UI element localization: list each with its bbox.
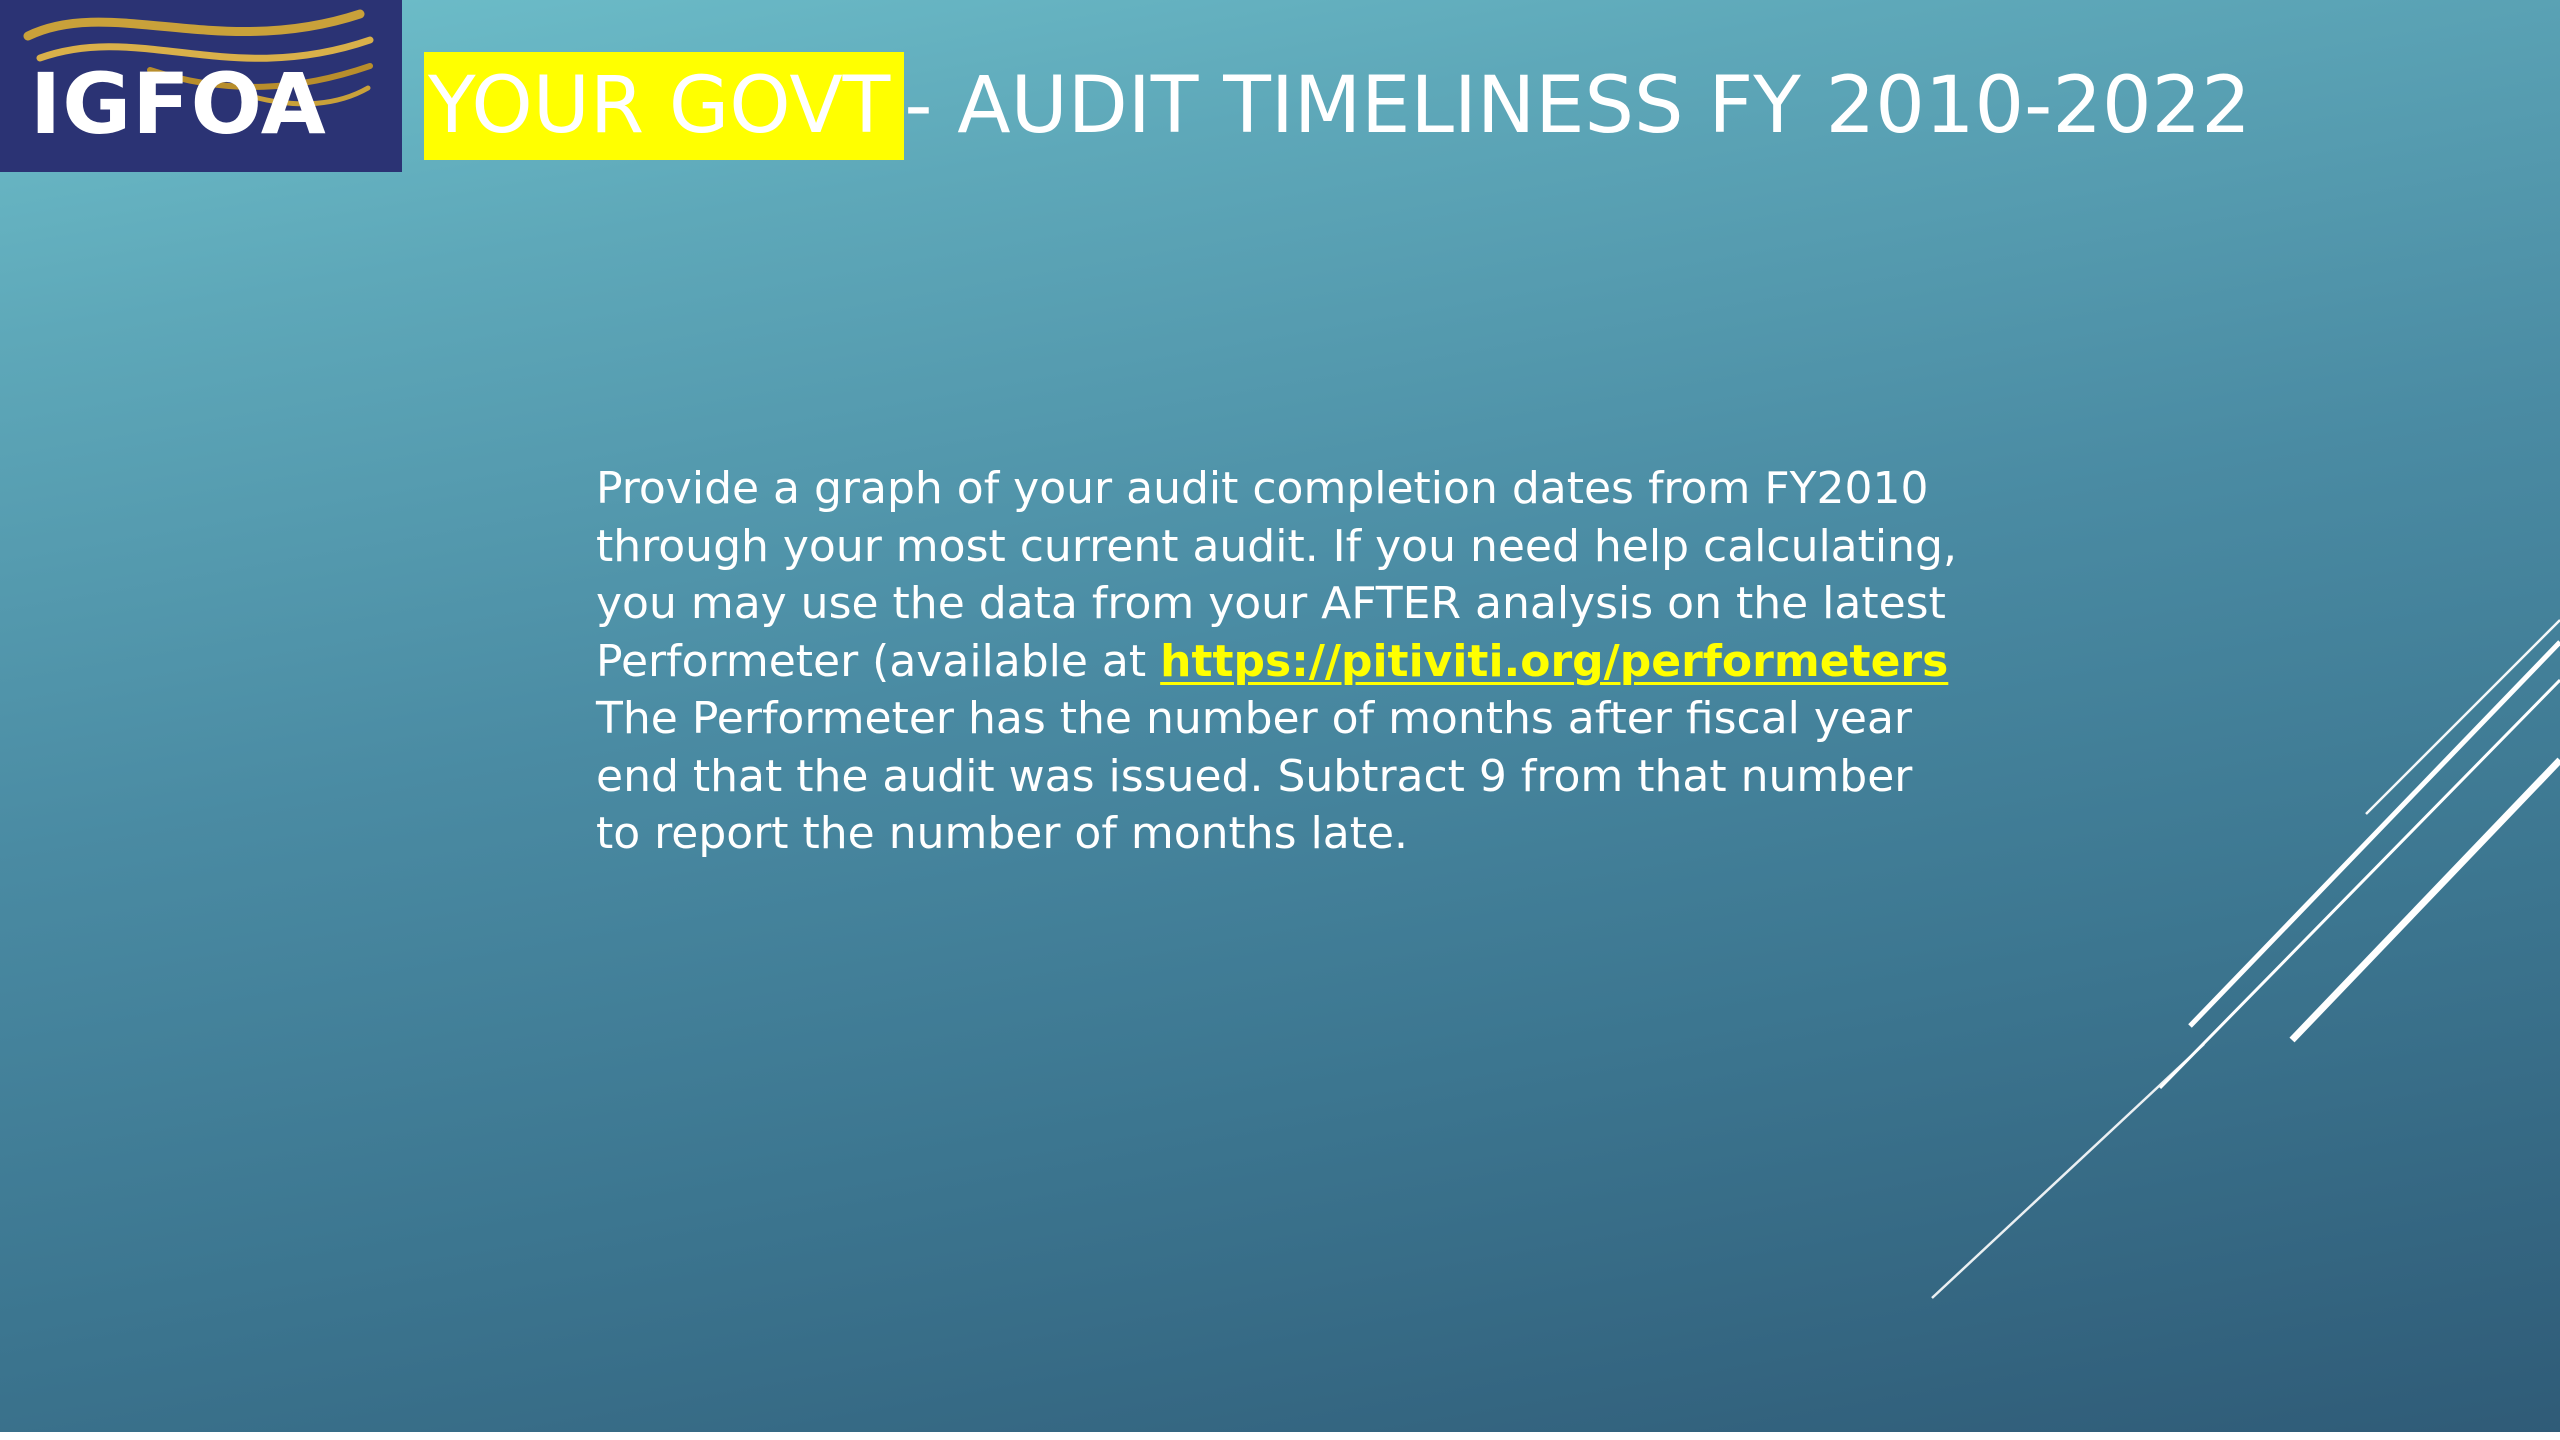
title-highlight: YOUR GOVT: [424, 52, 904, 160]
performeters-link[interactable]: https://pitiviti.org/performeters: [1160, 635, 1949, 687]
deco-line: [1932, 1044, 2204, 1298]
slide-title: [424, 52, 2251, 160]
logo-text: IGFOA: [30, 55, 327, 153]
bottom-bar: [0, 1432, 2560, 1440]
deco-line: [2160, 680, 2560, 1088]
deco-line: [2190, 642, 2560, 1026]
title-rest: - AUDIT TIMELINESS FY 2010-2022: [904, 61, 2251, 151]
body-outro: The Performeter has the number of months after fiscal year end that the audit was issued. Subtract 9 from that number to report the number of months late.: [596, 693, 1913, 859]
body-text: [596, 460, 1966, 863]
deco-line: [2366, 620, 2560, 814]
body-paragraph: [596, 460, 1966, 863]
deco-line: [2292, 760, 2560, 1040]
igfoa-logo: [0, 0, 402, 172]
body-intro: Provide a graph of your audit completion dates from FY2010 through your most current audit. If you need help calculating, you may use the data from your AFTER analysis on the latest Performeter (available at: [596, 463, 1957, 687]
